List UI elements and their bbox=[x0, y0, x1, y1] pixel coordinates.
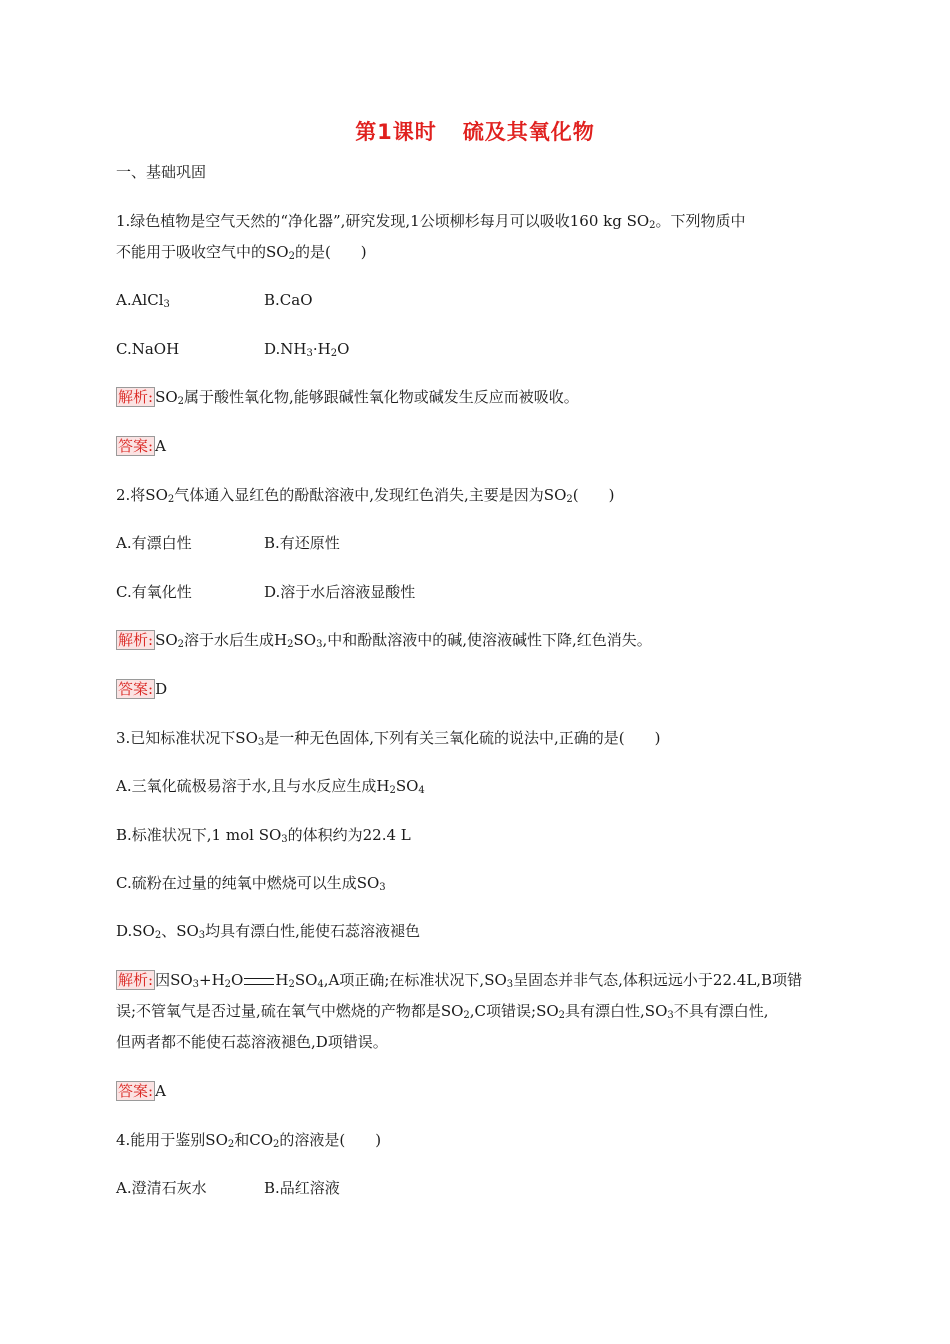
q1-option-d: $D.NH_3\cdot H_2O$ bbox=[264, 340, 350, 359]
q1-options-ab bbox=[116, 290, 313, 310]
q3-option-c: C.硫粉在过量的纯氧中燃烧可以生成$SO_3$ bbox=[116, 874, 386, 893]
page-title bbox=[0, 116, 950, 146]
q3-analysis-line1: 解析: 因$SO_3+H_2O$ $H_2SO_4,A$项正确;在标准状况下$,SO_3$呈固态并非气态,体积远远小于22.4L,B项错 bbox=[118, 971, 803, 990]
q1-option-b: B.CaO bbox=[264, 291, 313, 309]
q2-option-c: C.有氧化性 bbox=[116, 583, 192, 601]
q1-answer: 答案: A bbox=[118, 437, 166, 455]
q2-option-b: B.有还原性 bbox=[264, 534, 340, 552]
q1-options-cd bbox=[116, 339, 350, 359]
q2-analysis: 解析: $SO_2$溶于水后生成$H_2SO_3$,中和酚酞溶液中的碱,使溶液碱性下降,红色消失。 bbox=[118, 631, 652, 650]
q4-options-ab bbox=[116, 1178, 340, 1198]
q1-option-c: C.NaOH bbox=[116, 340, 180, 358]
q3-analysis-line3: 但两者都不能使石蕊溶液褪色,D项错误。 bbox=[116, 1033, 388, 1051]
q2-options-ab bbox=[116, 533, 340, 553]
equals-sign bbox=[244, 978, 274, 985]
answer-tag: 答案: bbox=[118, 1082, 154, 1100]
q4-stem: 4.能用于鉴别$SO_2$和$CO_2$的溶液是( ) bbox=[116, 1131, 382, 1150]
section-heading: 一、基础巩固 bbox=[116, 163, 207, 181]
lesson-number: 第1课时 bbox=[355, 120, 437, 144]
analysis-tag: 解析: bbox=[118, 388, 154, 406]
q3-stem: 3.已知标准状况下$SO_3$是一种无色固体,下列有关三氧化硫的说法中,正确的是( ) bbox=[116, 729, 661, 748]
analysis-tag: 解析: bbox=[118, 971, 154, 989]
q3-option-d: $D.SO_2$、$SO_3$均具有漂白性,能使石蕊溶液褪色 bbox=[116, 922, 420, 941]
q1-stem-line1: 1.绿色植物是空气天然的“净化器”,研究发现,1公顷柳杉每月可以吸收160 kg $SO_2$。下列物质中 bbox=[116, 212, 746, 231]
q2-answer: 答案: D bbox=[118, 680, 168, 698]
lesson-topic: 硫及其氧化物 bbox=[462, 120, 595, 144]
q2-stem: 2.将$SO_2$气体通入显红色的酚酞溶液中,发现红色消失,主要是因为$SO_2$( ) bbox=[116, 486, 615, 505]
answer-tag: 答案: bbox=[118, 437, 154, 455]
q1-option-a: A.AlCl$_3$ bbox=[116, 291, 170, 310]
q4-option-a: A.澄清石灰水 bbox=[116, 1179, 207, 1197]
q2-option-d: D.溶于水后溶液显酸性 bbox=[264, 583, 416, 601]
q1-analysis: 解析: $SO_2$属于酸性氧化物,能够跟碱性氧化物或碱发生反应而被吸收。 bbox=[118, 388, 579, 407]
q3-analysis-line2: 误;不管氧气是否过量,硫在氧气中燃烧的产物都是$SO_2,C$项错误$;SO_2$具有漂白性$,SO_3$不具有漂白性, bbox=[116, 1002, 769, 1021]
q3-option-b: B.标准状况下,1 mol $SO_3$的体积约为22.4 L bbox=[116, 826, 411, 845]
q2-options-cd bbox=[116, 582, 416, 602]
q3-option-a: A.三氧化硫极易溶于水,且与水反应生成$H_2SO_4$ bbox=[116, 777, 425, 796]
q1-stem-line2: 不能用于吸收空气中的$SO_2$的是( ) bbox=[116, 243, 367, 262]
answer-tag: 答案: bbox=[118, 680, 154, 698]
q4-option-b: B.品红溶液 bbox=[264, 1179, 340, 1197]
q3-answer: 答案: A bbox=[118, 1082, 166, 1100]
analysis-tag: 解析: bbox=[118, 631, 154, 649]
q2-option-a: A.有漂白性 bbox=[116, 534, 192, 552]
